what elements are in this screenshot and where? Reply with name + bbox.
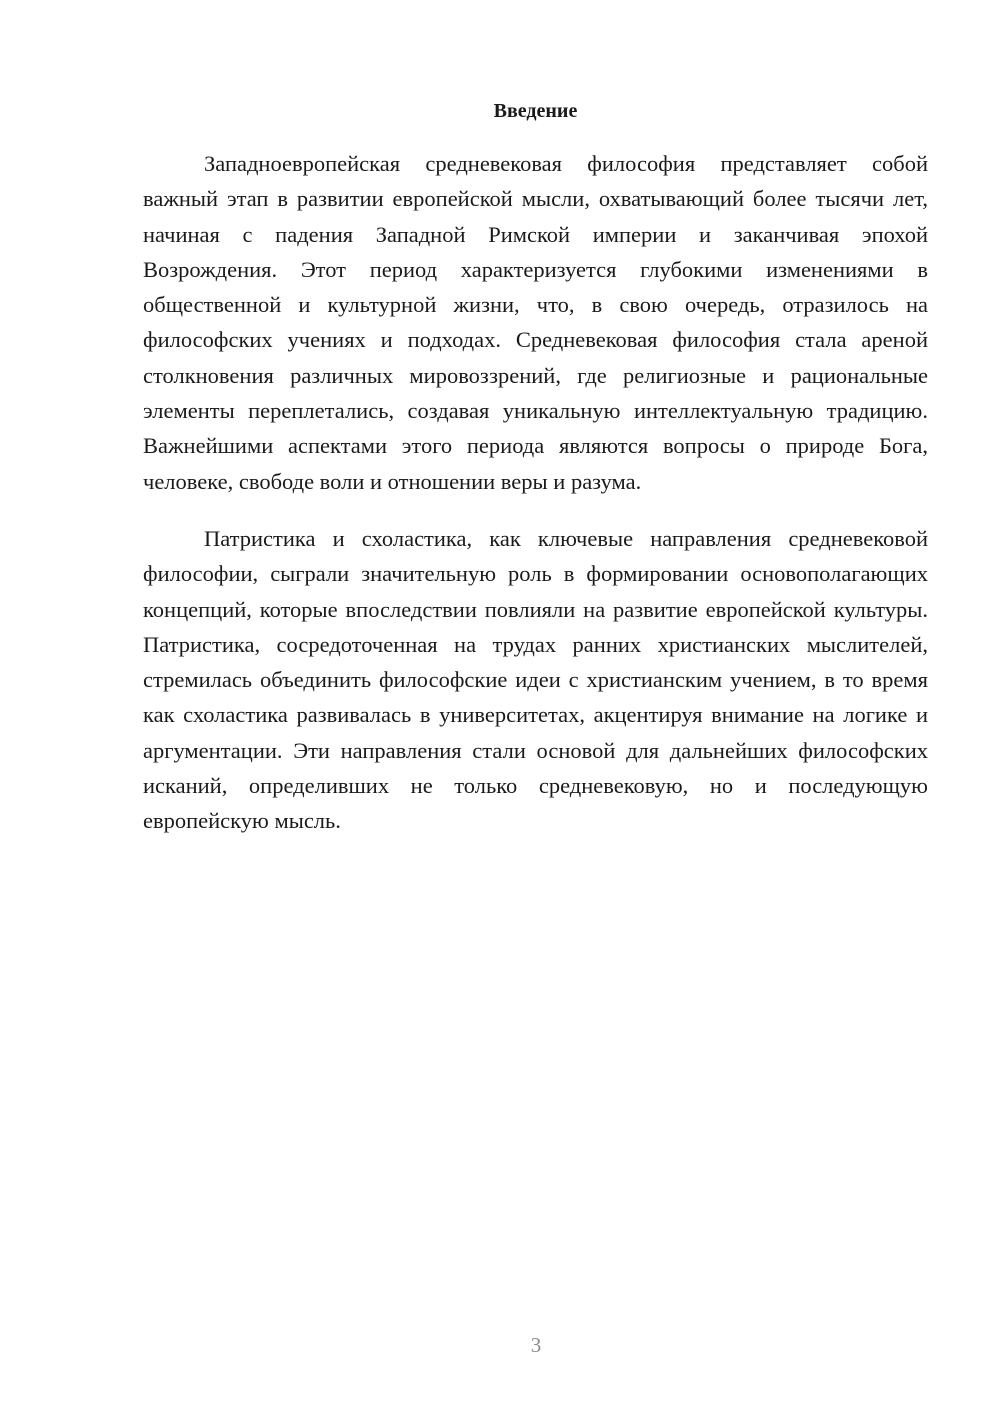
paragraph-intro: Западноевропейская средневековая философия представляет собой важный этап в развитии европейской мысли, охватывающий более тысячи лет, начиная с падения Западной Римской империи и заканчивая эпохой Возрождения. Этот период характеризуется глубокими изменениями в общественной и культурной жизни, что, в свою очередь, отразилось на философских учениях и подходах. Средневековая философия стала ареной столкновения различных мировоззрений, где религиозные и рациональные элементы переплетались, создавая уникальную интеллектуальную традицию. Важнейшими аспектами этого периода являются вопросы о природе Бога, человеке, свободе воли и отношении веры и разума.	[143, 151, 928, 494]
section-heading: Введение	[493, 100, 578, 122]
page-content	[143, 96, 928, 839]
page-number: 3	[530, 1333, 542, 1357]
paragraph-patristics-scholasticism: Патристика и схоластика, как ключевые направления средневековой философии, сыграли значительную роль в формировании основополагающих концепций, которые впоследствии повлияли на развитие европейской культуры. Патристика, сосредоточенная на трудах ранних христианских мыслителей, стремилась объединить философские идеи с христианским учением, в то время как схоластика развивалась в университетах, акцентируя внимание на логике и аргументации. Эти направления стали основой для дальнейших философских исканий, определивших не только средневековую, но и последующую европейскую мысль.	[143, 525, 928, 834]
